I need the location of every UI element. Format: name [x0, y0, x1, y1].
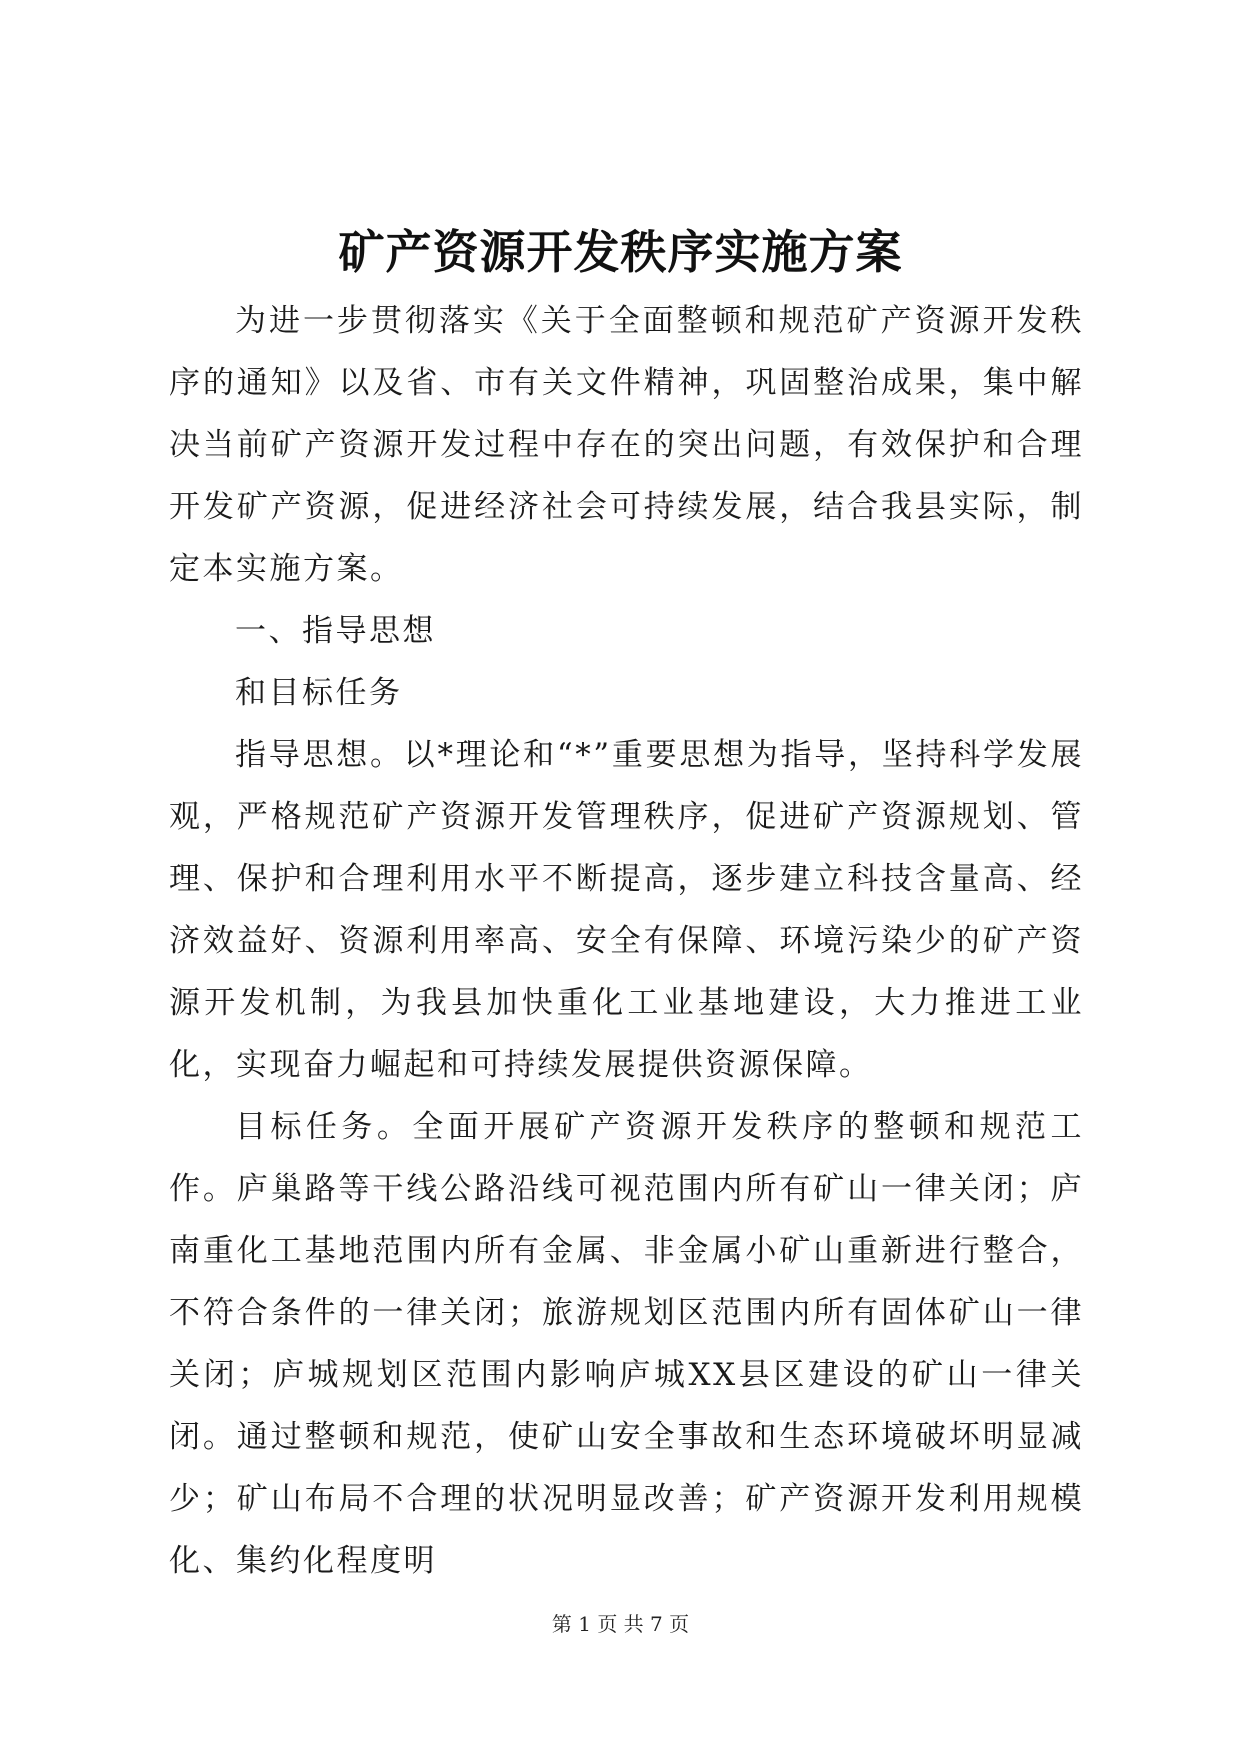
goals-tasks-paragraph: 目标任务。全面开展矿产资源开发秩序的整顿和规范工作。庐巢路等干线公路沿线可视范围内所有矿山一律关闭；庐南重化工基地范围内所有金属、非金属小矿山重新进行整合，不符合条件的一律关闭；旅游规划区范围内所有固体矿山一律关闭；庐城规划区范围内影响庐城XX县区建设的矿山一律关闭。通过整顿和规范，使矿山安全事故和生态环境破坏明显减少；矿山布局不合理的状况明显改善；矿产资源开发利用规模化、集约化程度明: [169, 1109, 1084, 1579]
section-heading-goals: 和目标任务: [235, 675, 403, 711]
document-title: 矿产资源开发秩序实施方案: [338, 225, 903, 279]
page-number-footer: 第 1 页 共 7 页: [551, 1612, 690, 1636]
section-heading-guiding-thought: 一、指导思想: [235, 613, 436, 649]
document-body: [169, 290, 1084, 1592]
guiding-thought-paragraph: 指导思想。以*理论和“*”重要思想为指导，坚持科学发展观，严格规范矿产资源开发管理秩序，促进矿产资源规划、管理、保护和合理利用水平不断提高，逐步建立科技含量高、经济效益好、资源利用率高、安全有保障、环境污染少的矿产资源开发机制，为我县加快重化工业基地建设，大力推进工业化，实现奋力崛起和可持续发展提供资源保障。: [169, 737, 1084, 1083]
intro-paragraph: 为进一步贯彻落实《关于全面整顿和规范矿产资源开发秩序的通知》以及省、市有关文件精神，巩固整治成果，集中解决当前矿产资源开发过程中存在的突出问题，有效保护和合理开发矿产资源，促进经济社会可持续发展，结合我县实际，制定本实施方案。: [169, 303, 1084, 587]
